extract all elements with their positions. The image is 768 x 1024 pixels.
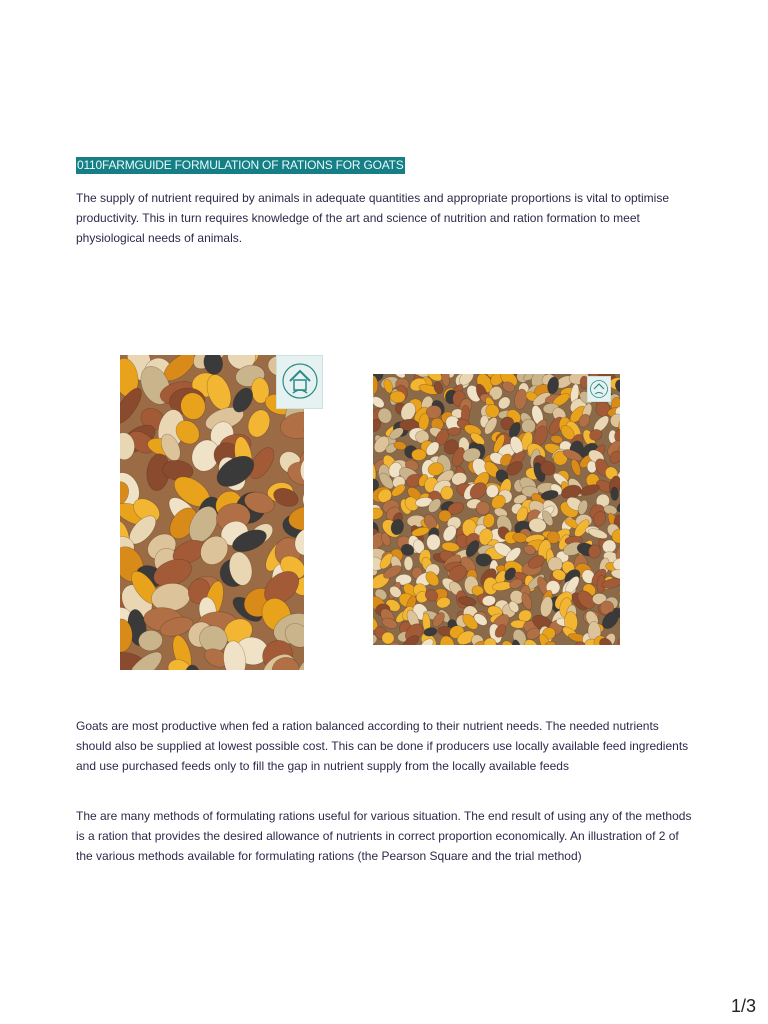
intro-paragraph: The supply of nutrient required by animals in adequate quantities and appropriate proportions is vital to optimise productivity. This in turn requires knowledge of the art and science of nutrition and ration formation to meet physiological needs of animals.	[76, 191, 670, 245]
document-title: 0110FARMGUIDE FORMULATION OF RATIONS FOR GOATS	[77, 158, 404, 172]
goats-productivity-paragraph: Goats are most productive when fed a ration balanced according to their nutrient needs. The needed nutrients should also be supplied at lowest possible cost. This can be done if producers use locally available feed ingredients and use purchased feeds only to fill the gap in nutrient supply from the locally available feeds	[76, 719, 689, 773]
farmguide-logo-icon	[587, 376, 611, 402]
methods-paragraph: The are many methods of formulating rations useful for various situation. The end result of using any of the methods is a ration that provides the desired allowance of nutrients in correct proportion economically. An illustration of 2 of the various methods available for formulating rations (the Pearson Square and the trial method)	[76, 809, 692, 863]
page-number: 1/3	[730, 996, 756, 1016]
farmguide-logo-icon	[276, 355, 323, 409]
mixed-grain-photo-wide	[373, 374, 620, 645]
